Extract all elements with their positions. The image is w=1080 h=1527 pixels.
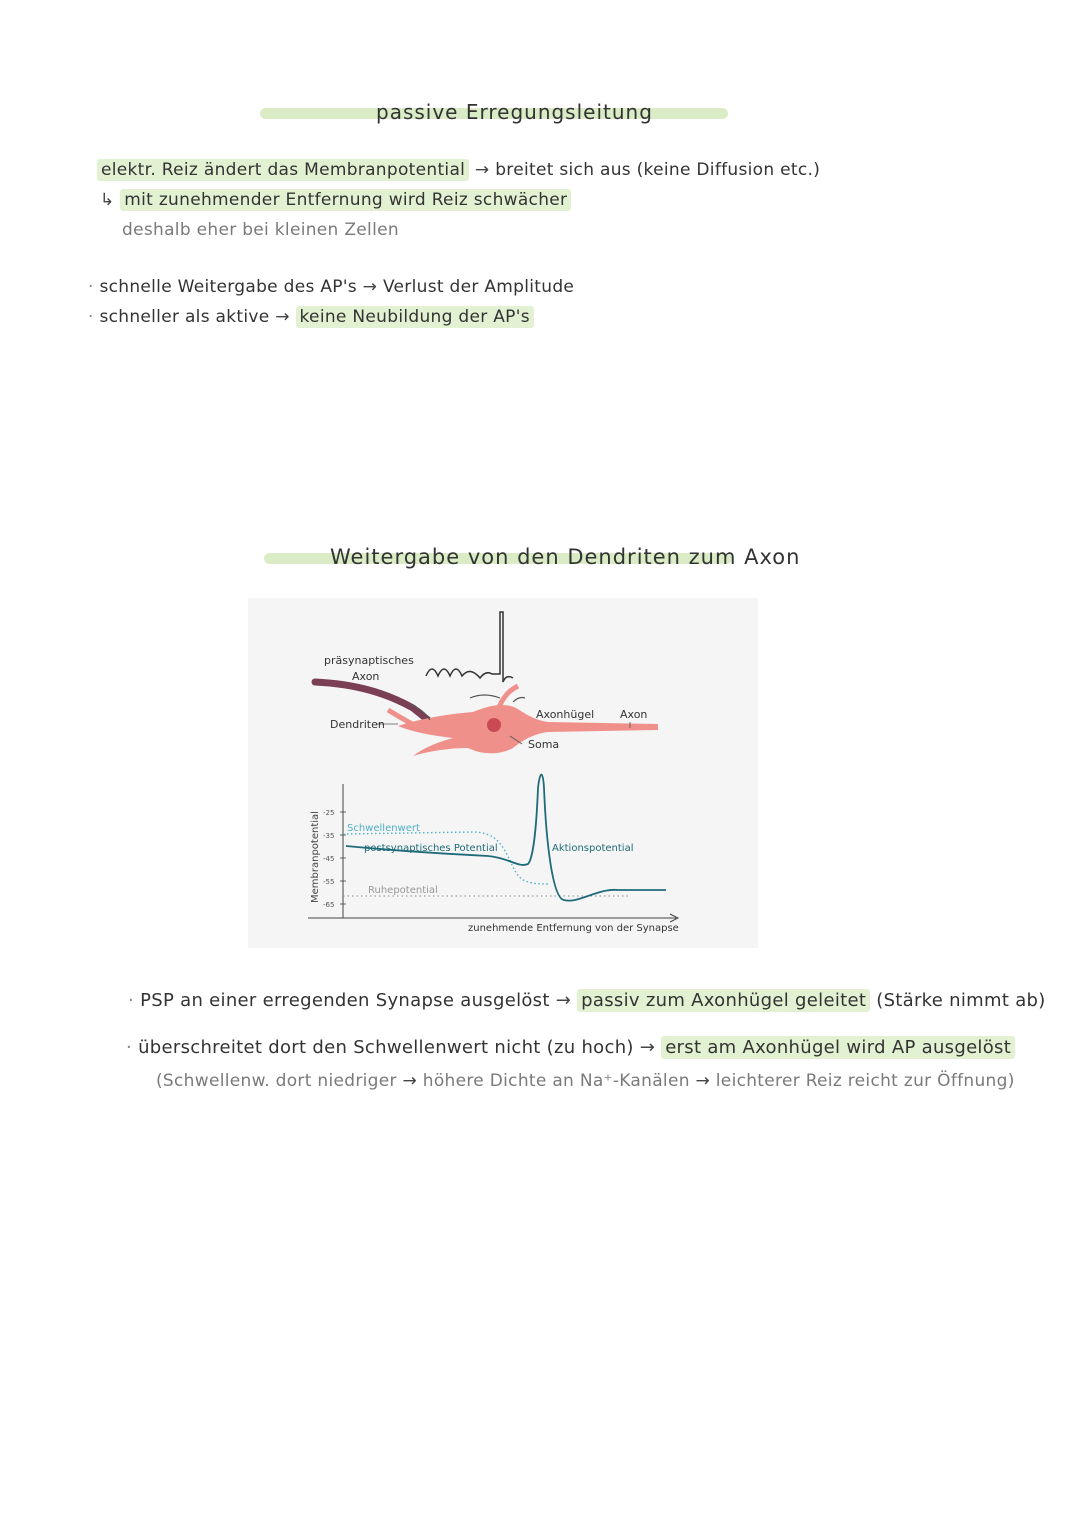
highlight-reiz: elektr. Reiz ändert das Membranpotential: [97, 159, 469, 181]
label-dendriten: Dendriten: [330, 718, 385, 731]
signal-trace: [426, 612, 513, 682]
label-presynaptic-axon: Axon: [352, 670, 380, 683]
neuron-diagram-svg: [248, 598, 758, 948]
text-weitergabe: schnelle Weitergabe des AP's: [99, 277, 357, 297]
text-line-schwellenw: [156, 1071, 1015, 1091]
presynaptic-axon: [315, 682, 428, 720]
highlight-neubildung: keine Neubildung der AP's: [296, 306, 534, 328]
neuron-diagram: [248, 598, 758, 948]
text-staerke: (Stärke nimmt ab): [876, 990, 1046, 1011]
highlight-entfernung: mit zunehmender Entfernung wird Reiz schwächer: [120, 189, 571, 211]
bullet-line-4: [126, 1037, 1015, 1058]
bullet-line-3: [128, 990, 1046, 1011]
bullet-dot: ·: [88, 307, 94, 327]
section-title-weitergabe: Weitergabe von den Dendriten zum Axon: [330, 545, 801, 569]
text-oeffnung: leichterer Reiz reicht zur Öffnung): [715, 1071, 1015, 1091]
highlight-passiv: passiv zum Axonhügel geleitet: [577, 989, 870, 1012]
text-schneller: schneller als aktive: [99, 307, 270, 327]
text-psp-ausgeloest: PSP an einer erregenden Synapse ausgelöst: [140, 990, 550, 1011]
membrane-curve: [346, 775, 666, 901]
arrow-icon: →: [555, 990, 572, 1011]
neuron-nucleus: [487, 718, 501, 732]
text-line-3: deshalb eher bei kleinen Zellen: [122, 220, 399, 240]
bullet-dot: ·: [126, 1037, 133, 1058]
flow-arrow: [470, 695, 500, 698]
section-title-passive: passive Erregungsleitung: [376, 100, 653, 124]
x-axis-label: zunehmende Entfernung von der Synapse: [468, 923, 679, 934]
label-schwellenwert: Schwellenwert: [347, 823, 420, 834]
label-ruhepotential: Ruhepotential: [368, 885, 438, 896]
label-psp: postsynaptisches Potential: [364, 843, 498, 854]
arrow-icon: →: [474, 160, 490, 180]
text-line-2: [100, 190, 571, 210]
flow-arrow: [513, 698, 525, 703]
text-amplitude: Verlust der Amplitude: [382, 277, 575, 297]
y-tick-label: -35: [323, 832, 335, 840]
arrow-icon: →: [362, 277, 378, 297]
label-soma: Soma: [528, 738, 560, 751]
y-tick-label: -55: [323, 878, 335, 886]
text-niedriger: (Schwellenw. dort niedriger: [156, 1071, 397, 1091]
bullet-dot: ·: [88, 277, 94, 297]
arrow-icon: →: [695, 1071, 711, 1091]
arrow-icon: →: [275, 307, 290, 327]
bullet-line-1: [88, 277, 574, 297]
y-tick-label: -45: [323, 855, 335, 863]
label-axon: Axon: [620, 708, 648, 721]
text-line-1: [97, 160, 820, 180]
label-axonhuegel: Axonhügel: [536, 708, 595, 721]
bullet-dot: ·: [128, 990, 135, 1011]
y-axis-label: Membranpotential: [310, 811, 321, 903]
y-tick-label: -65: [323, 901, 335, 909]
label-presynaptic: präsynaptisches: [324, 654, 414, 667]
text-ausbreitung: breitet sich aus (keine Diffusion etc.): [495, 160, 821, 180]
arrow-icon: →: [402, 1071, 418, 1091]
text-dichte: höhere Dichte an Na⁺-Kanälen: [422, 1071, 690, 1091]
y-tick-label: -25: [323, 809, 335, 817]
hook-arrow-icon: ↳: [100, 190, 115, 210]
highlight-erst-am-axonhuegel: erst am Axonhügel wird AP ausgelöst: [661, 1036, 1015, 1059]
text-schwellenwert-nicht: überschreitet dort den Schwellenwert nicht (zu hoch): [138, 1037, 634, 1058]
bullet-line-2: [88, 307, 534, 327]
arrow-icon: →: [639, 1037, 656, 1058]
label-aktionspotential: Aktionspotential: [552, 843, 634, 854]
